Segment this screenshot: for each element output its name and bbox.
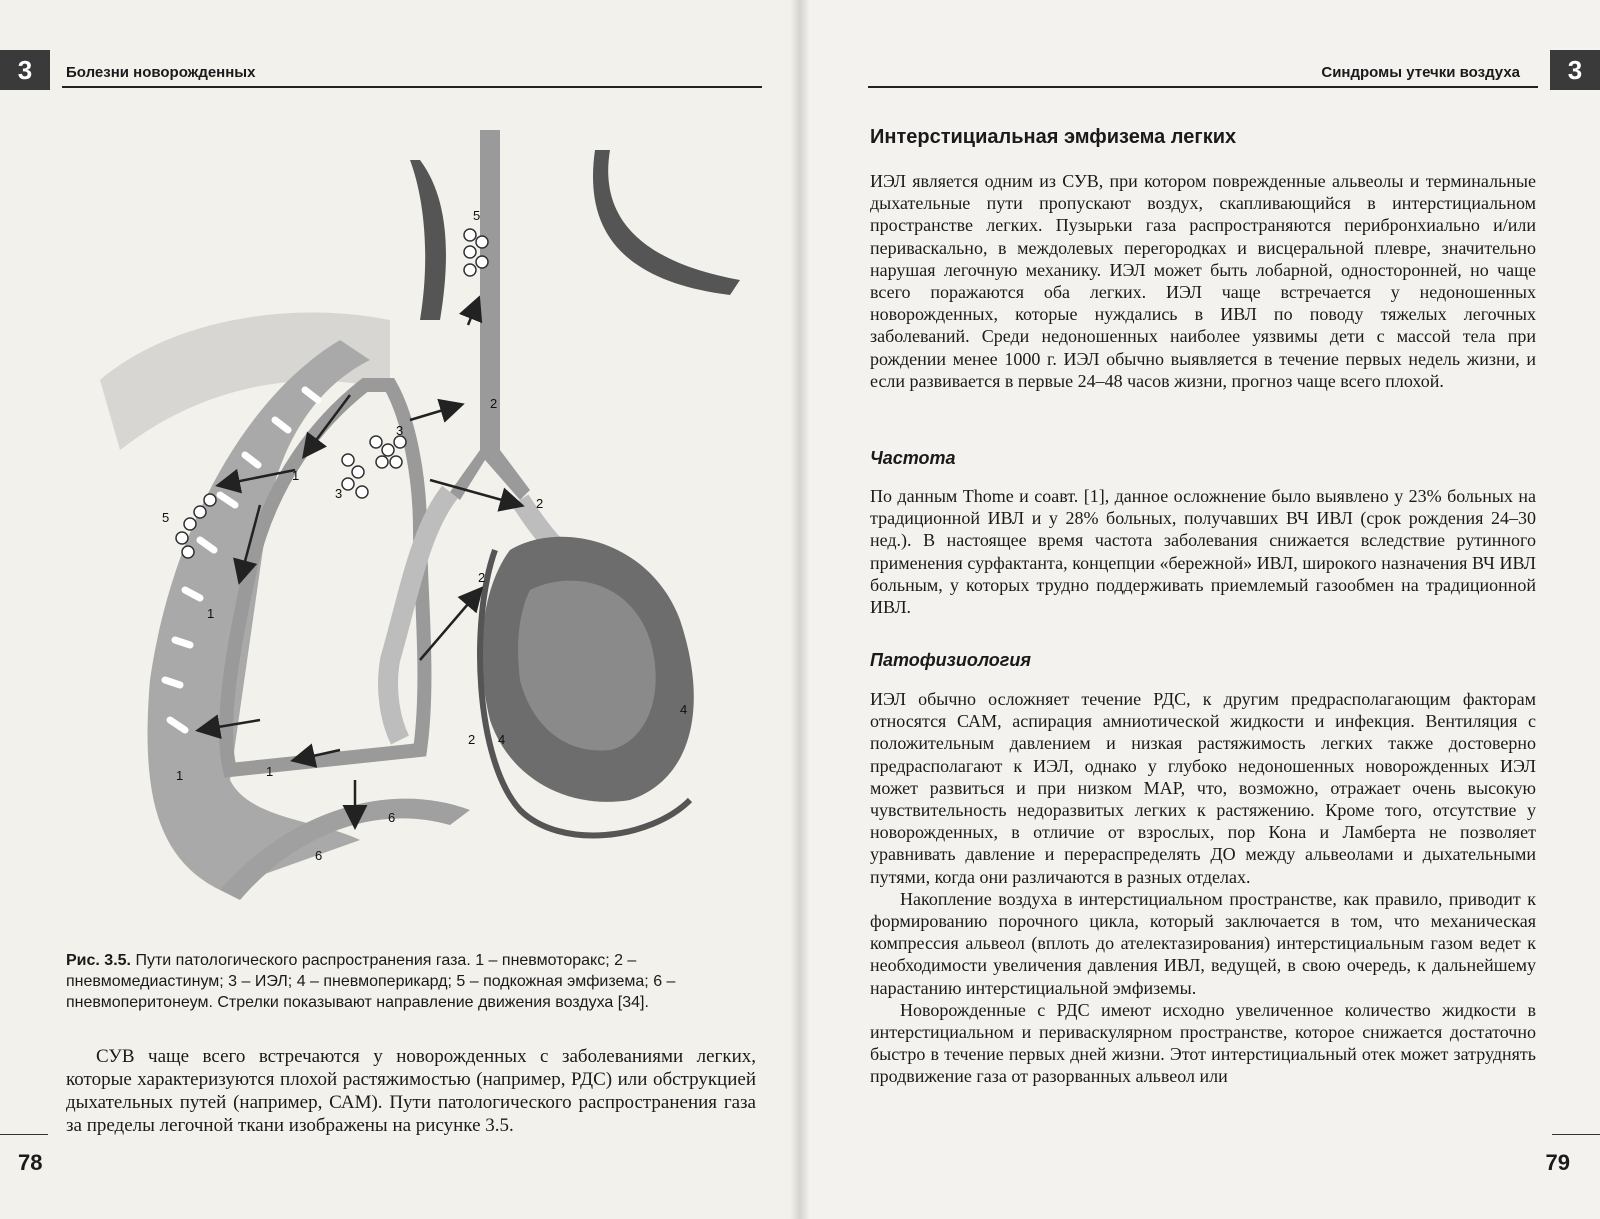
book-gutter [790, 0, 810, 1219]
chapter-tab-right: 3 [1550, 50, 1600, 90]
label-4-right: 4 [680, 702, 688, 717]
right-page [800, 0, 1600, 1219]
header-rule-right [868, 86, 1538, 88]
running-head-left: Болезни новорожденных [66, 64, 256, 81]
chapter-tab-left: 3 [0, 50, 50, 90]
label-2-right: 2 [536, 496, 544, 511]
anatomy-diagram [90, 120, 770, 950]
pleura-outer [148, 340, 370, 890]
label-1-bottom: 1 [266, 764, 274, 779]
page-edge-right [1552, 1134, 1600, 1135]
subsection-frequency-title: Частота [870, 448, 956, 468]
pathophysiology-paragraph-3: Новорожденные с РДС имеют исходно увеличенное количество жидкости в интерстициальном и периваскулярном пространстве, которое снижается достаточно быстро в течение первых дней жизни. Этот интерстициальный отек может затруднять продвижение газа от разорванных альвеол или [870, 999, 1536, 1087]
label-6-low: 6 [315, 848, 323, 863]
frequency-paragraph: По данным Thome и соавт. [1], данное осложнение было выявлено у 23% больных на традиционной ИВЛ и у 28% больных, получавших ВЧ ИВЛ (срок рождения 24–30 нед.). В настоящее время частота заболевания снижается вследствие рутинного применения сурфактанта, концепции «бережной» ИВЛ, широкого назначения ВЧ ИВЛ больным, у которых трудно поддерживать приемлемый газообмен на традиционной ИВЛ. [870, 486, 1536, 618]
pathophysiology-paragraph-2: Накопление воздуха в интерстициальном пространстве, как правило, приводит к формированию порочного цикла, который заключается в том, что механическая компрессия альвеол (вплоть до ателектазирования) интерстициальным газом ведет к необходимости увеличения давления ИВЛ, ведущей, в свою очередь, к дальнейшему нарастанию интерстициальной эмфиземы. [870, 888, 1536, 998]
label-1-upper: 1 [292, 468, 300, 483]
label-5-left: 5 [162, 510, 170, 525]
page-edge-left [0, 1134, 48, 1135]
pathophysiology-paragraph-1: ИЭЛ обычно осложняет течение РДС, к другим предрасполагающим факторам относятся САМ, аспирация амниотической жидкости и инфекция. Вентиляция с положительным давлением и низкая растяжимость легких также достоверно предрасполагают к ИЭЛ, однако у глубоко недоношенных новорожденных ИЭЛ может развиться и при низком MAP, что, возможно, отражает очень высокую чувствительность недоразвитых легких к растяжению. Кроме того, отсутствие у новорожденных, в отличие от взрослых, пор Кона и Ламберта не позволяет уравнивать давление и перераспределять ДО между альвеолами и дыхательными путями, когда они различаются в разных отделах. [870, 689, 1536, 887]
section-title: Интерстициальная эмфизема легких [870, 126, 1237, 148]
label-6-right: 6 [388, 810, 396, 825]
subsection-pathophysiology-title: Патофизиология [870, 650, 1031, 670]
pathophysiology-block [870, 688, 1536, 1088]
left-body-paragraph: СУВ чаще всего встречаются у новорожденных с заболеваниями легких, которые характеризуются плохой растяжимостью (например, РДС) или обструкцией дыхательных путей (например, САМ). Пути патологического распространения газа за пределы легочной ткани изображены на рисунке 3.5. [66, 1046, 756, 1136]
label-1-low: 1 [176, 768, 184, 783]
label-2-low: 2 [468, 732, 476, 747]
label-1-mid: 1 [207, 606, 215, 621]
frequency-block [870, 485, 1536, 618]
trachea [450, 130, 530, 500]
shoulder-shadow [100, 313, 390, 451]
intro-block [870, 170, 1536, 392]
label-2-mid: 2 [478, 570, 486, 585]
label-5-top: 5 [473, 208, 481, 223]
label-3-left: 3 [335, 486, 343, 501]
figure-gas-spread-diagram [90, 120, 770, 950]
label-4-low: 4 [498, 732, 506, 747]
header-rule-left [62, 86, 762, 88]
label-3-top: 3 [396, 423, 404, 438]
page-number-right: 79 [1545, 1150, 1570, 1175]
neck-contour-right [593, 150, 740, 295]
page-number-left: 78 [18, 1150, 43, 1175]
neck-contour-left [410, 160, 446, 320]
figure-caption [66, 950, 756, 1013]
label-2-top: 2 [490, 396, 498, 411]
caption-label: Рис. 3.5. [66, 952, 131, 969]
intro-paragraph: ИЭЛ является одним из СУВ, при котором поврежденные альвеолы и терминальные дыхательные пути пропускают воздух, скапливающийся в интерстициальном пространстве легких. Пузырьки газа распространяются перибронхиально и/или периваскально, в междолевых перегородках и висцеральной плевре, значительно нарушая легочную механику. ИЭЛ может быть лобарной, односторонней, но чаще всего поражаются оба легких. ИЭЛ чаще встречается у недоношенных новорожденных, которые нуждались в ИВЛ по поводу тяжелых легочных заболеваний. Среди недоношенных наиболее уязвимы дети с массой тела при рождении менее 1000 г. ИЭЛ обычно выявляется в течение первых недель жизни, и если развивается в первые 24–48 часов жизни, прогноз чаще всего плохой. [870, 171, 1536, 391]
running-head-right: Синдромы утечки воздуха [1321, 64, 1520, 81]
caption-text: Пути патологического распространения газа. 1 – пневмоторакс; 2 – пневмомедиастинум; 3 – ИЭЛ; 4 – пневмоперикард; 5 – подкожная эмфизема; 6 – пневмоперитонеум. Стрелки показывают направление движения воздуха [34]. [66, 952, 676, 1011]
left-body [66, 1045, 756, 1137]
